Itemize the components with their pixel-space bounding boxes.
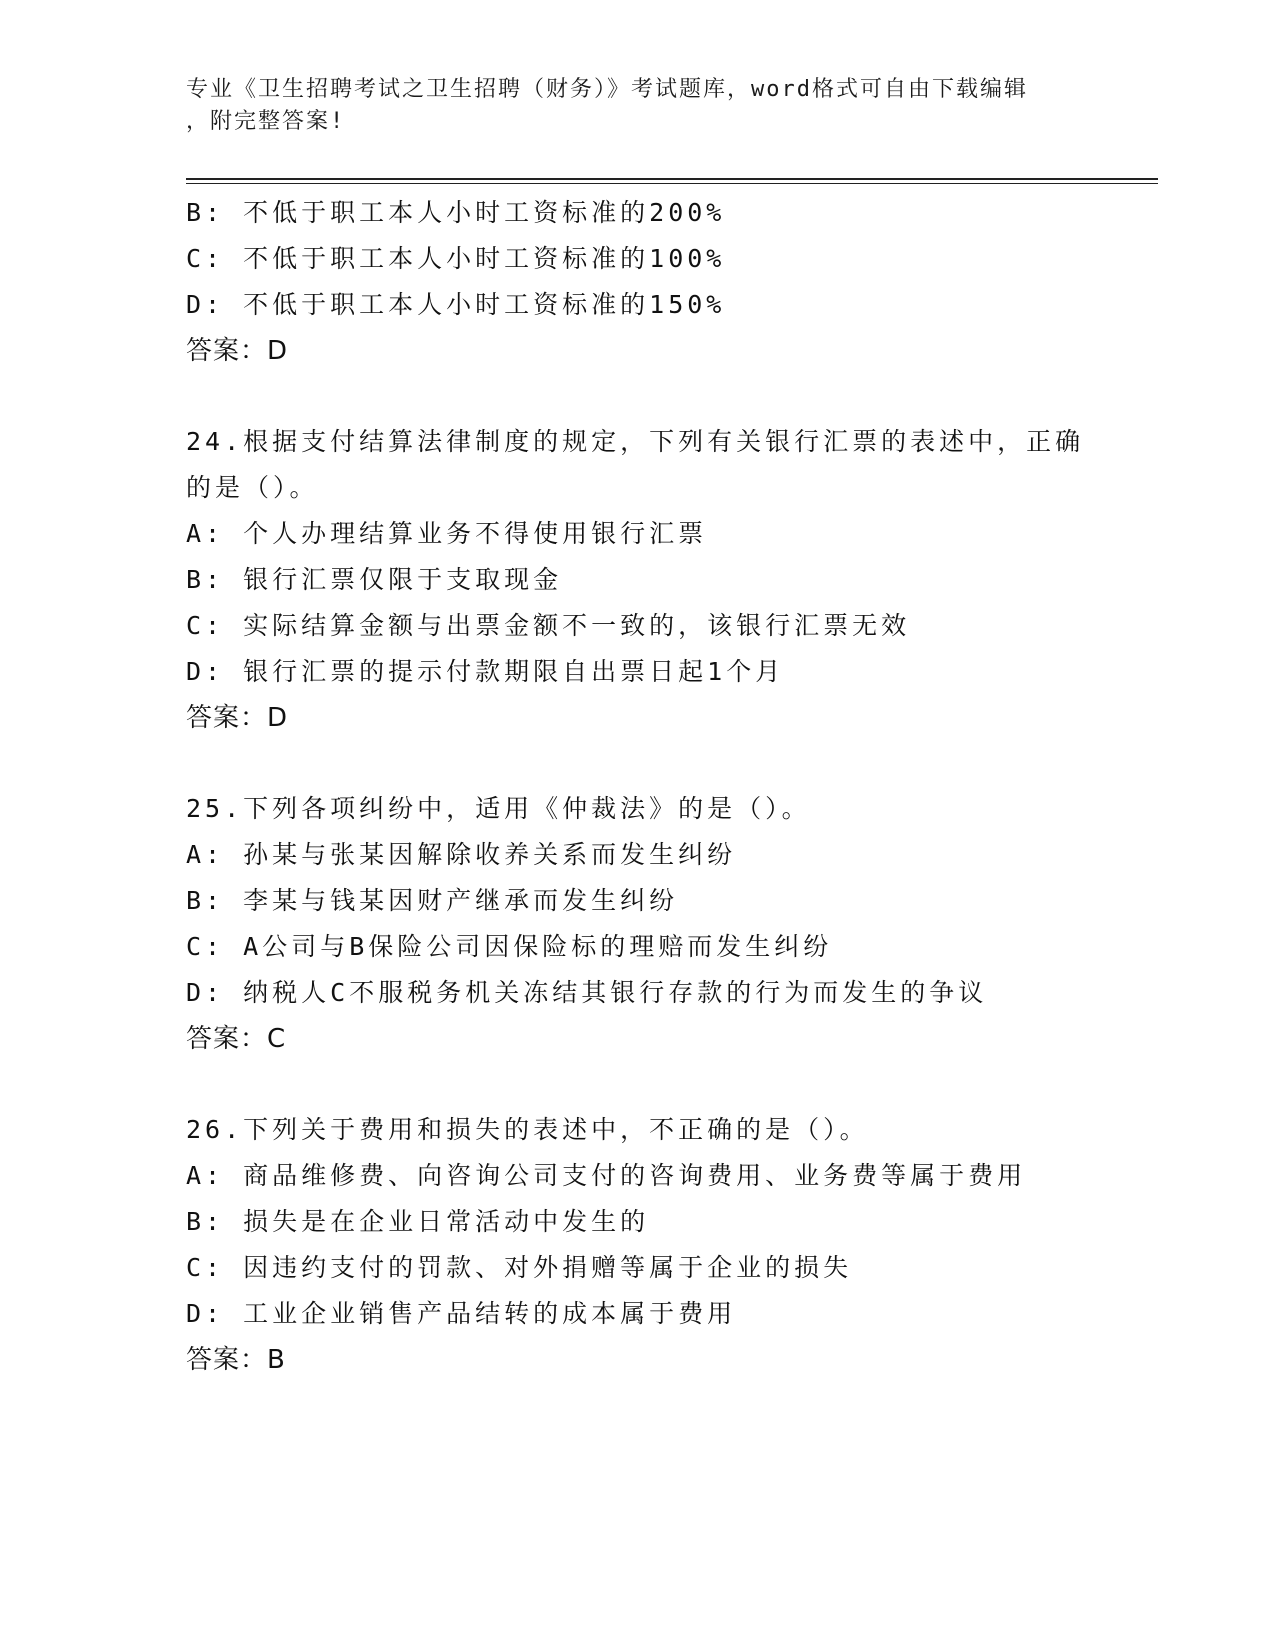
question-spacer [186,741,1086,786]
header-line-1: 专业《卫生招聘考试之卫生招聘（财务）》考试题库，word格式可自由下载编辑 [186,77,1028,102]
question-23 [186,190,1086,374]
option-d: D: 银行汇票的提示付款期限自出票日起1个月 [186,657,785,686]
header-divider-thin [186,183,1158,184]
question-stem-continued: 的是（）。 [186,473,319,502]
option-b: B: 损失是在企业日常活动中发生的 [186,1207,650,1236]
answer-text: 答案：D [186,336,289,366]
option-d: D: 不低于职工本人小时工资标准的150% [186,290,726,319]
option-c: C: 实际结算金额与出票金额不一致的，该银行汇票无效 [186,611,911,640]
answer-text: 答案：C [186,1024,287,1054]
option-c: C: 不低于职工本人小时工资标准的100% [186,244,726,273]
answer-text: 答案：D [186,703,289,733]
option-b: B: 银行汇票仅限于支取现金 [186,565,563,594]
option-b: B: 不低于职工本人小时工资标准的200% [186,198,726,227]
question-25 [186,786,1086,1062]
option-b: B: 李某与钱某因财产继承而发生纠纷 [186,886,679,915]
option-a: A: 孙某与张某因解除收养关系而发生纠纷 [186,840,737,869]
question-stem: 25.下列各项纠纷中，适用《仲裁法》的是（）。 [186,794,811,823]
question-list [186,190,1086,1383]
option-a: A: 个人办理结算业务不得使用银行汇票 [186,519,708,548]
question-24 [186,419,1086,741]
option-d: D: 工业企业销售产品结转的成本属于费用 [186,1299,737,1328]
question-stem: 24.根据支付结算法律制度的规定，下列有关银行汇票的表述中，正确 [186,427,1085,456]
question-stem: 26.下列关于费用和损失的表述中，不正确的是（）。 [186,1115,869,1144]
question-26 [186,1107,1086,1383]
question-spacer [186,374,1086,419]
header-line-2: ，附完整答案! [186,109,346,134]
answer-text: 答案：B [186,1345,286,1375]
header-divider-thick [186,178,1158,180]
document-header [186,74,1066,138]
option-d: D: 纳税人C不服税务机关冻结其银行存款的行为而发生的争议 [186,978,988,1007]
option-c: C: 因违约支付的罚款、对外捐赠等属于企业的损失 [186,1253,853,1282]
question-spacer [186,1062,1086,1107]
option-c: C: A公司与B保险公司因保险标的理赔而发生纠纷 [186,932,833,961]
option-a: A: 商品维修费、向咨询公司支付的咨询费用、业务费等属于费用 [186,1161,1027,1190]
